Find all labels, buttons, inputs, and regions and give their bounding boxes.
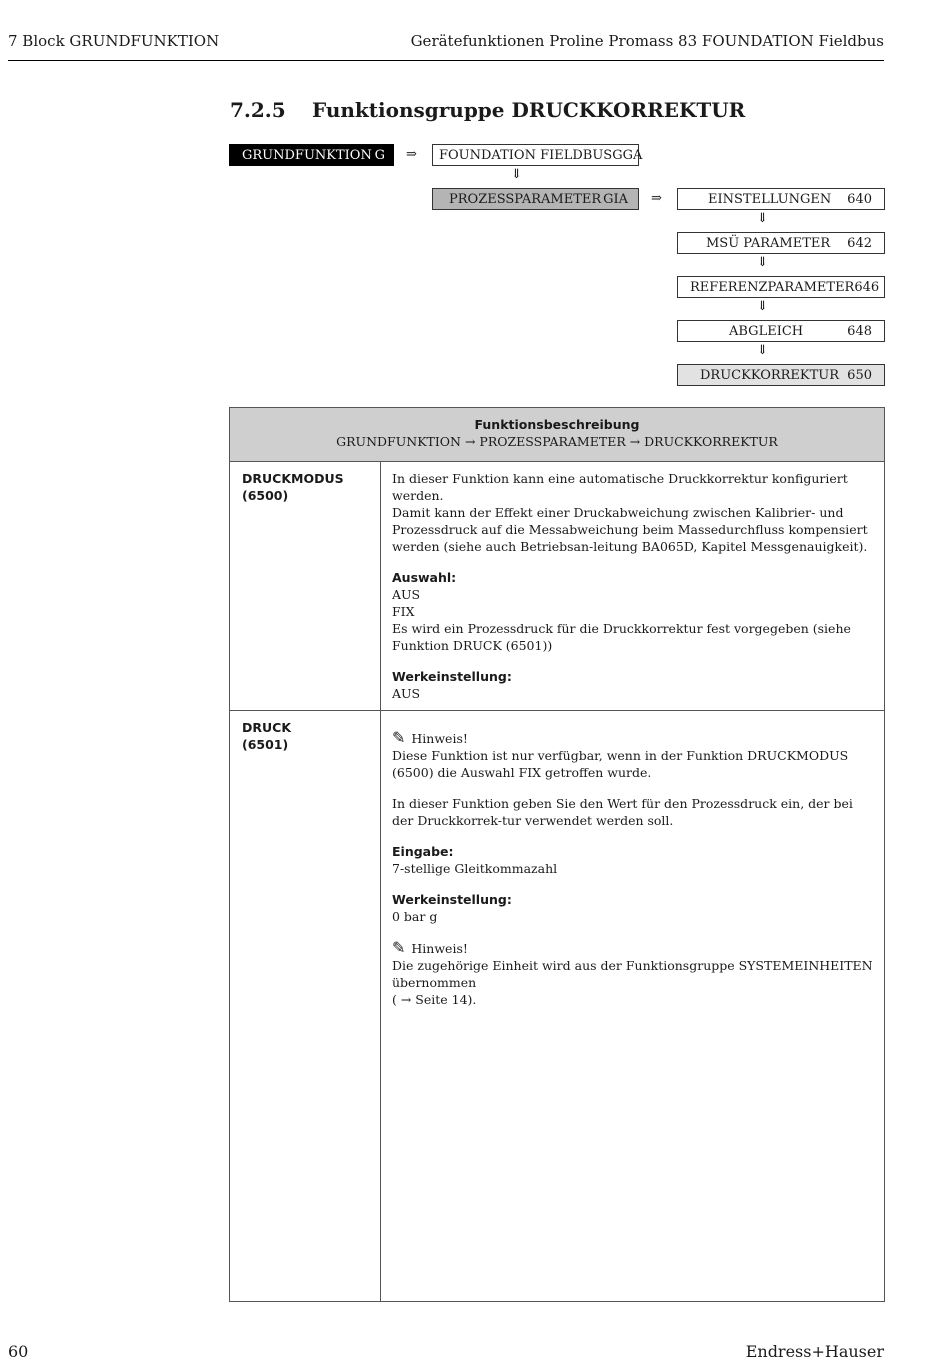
nav-item-name: MSÜ PARAMETER (706, 235, 831, 251)
nav-block-code: G (374, 147, 385, 163)
option-fix-description: Es wird ein Prozessdruck für die Druckkorrektur fest vorgegeben (siehe Funktion DRUCK (6501)) (392, 621, 851, 653)
auswahl-label: Auswahl: (392, 570, 457, 585)
section-title: Funktionsgruppe DRUCKKORREKTUR (312, 98, 746, 122)
nav-subgroup-name: PROZESSPARAMETER (449, 191, 602, 207)
arrow-right-icon: ⇒ (406, 147, 417, 162)
paragraph: Die zugehörige Einheit wird aus der Funktionsgruppe SYSTEMEINHEITEN übernommen (392, 958, 873, 990)
nav-item-code: 648 (847, 323, 872, 339)
function-code: (6501) (242, 737, 289, 752)
werkeinstellung-label: Werkeinstellung: (392, 669, 512, 684)
table-header-row (230, 408, 885, 462)
option-fix: FIX (392, 604, 415, 619)
nav-item-einstellungen (677, 188, 885, 210)
section-number: 7.2.5 (230, 98, 286, 122)
table-row (230, 711, 885, 1302)
function-description-table (229, 407, 885, 1302)
nav-group-code: GGA (612, 147, 643, 163)
function-text-druckmodus (381, 462, 885, 711)
paragraph: Diese Funktion ist nur verfügbar, wenn in der Funktion DRUCKMODUS (6500) die Auswahl FIX getroffen wurde. (392, 748, 849, 780)
werkeinstellung-value: AUS (392, 686, 421, 701)
arrow-down-icon: ⇓ (757, 211, 768, 226)
table-header-path: GRUNDFUNKTION → PROZESSPARAMETER → DRUCKKORREKTUR (336, 434, 778, 449)
nav-block-grundfunktion (229, 144, 394, 166)
page-number: 60 (8, 1342, 29, 1361)
nav-item-msue-parameter (677, 232, 885, 254)
option-aus: AUS (392, 587, 421, 602)
footer-brand: Endress+Hauser (745, 1342, 884, 1361)
paragraph: Damit kann der Effekt einer Druckabweichung zwischen Kalibrier- und Prozessdruck auf die Messabweichung beim Massedurchfluss kompensiert werden (siehe auch Betriebsan-leitung BA065D, Kapitel Messgenauigkeit). (392, 505, 868, 554)
nav-item-referenzparameter (677, 276, 885, 298)
paragraph: In dieser Funktion geben Sie den Wert für den Prozessdruck ein, der bei der Druckkorrek-tur verwendet werden soll. (392, 796, 853, 828)
table-row (230, 462, 885, 711)
pencil-note-icon: ✎ (392, 938, 406, 957)
nav-item-code: 642 (847, 235, 872, 251)
nav-item-name: ABGLEICH (729, 323, 804, 339)
arrow-down-icon: ⇓ (757, 255, 768, 270)
function-label-druck (230, 711, 381, 1302)
header-chapter: 7 Block GRUNDFUNKTION (8, 32, 220, 50)
nav-item-code: 650 (847, 367, 872, 383)
page-reference-link[interactable]: ( → Seite 14). (392, 992, 477, 1007)
nav-item-name: EINSTELLUNGEN (708, 191, 832, 207)
nav-item-abgleich (677, 320, 885, 342)
arrow-down-icon: ⇓ (757, 343, 768, 358)
table-header (230, 408, 885, 462)
nav-item-code: 640 (847, 191, 872, 207)
nav-block-name: GRUNDFUNKTION (242, 147, 372, 163)
nav-subgroup-code: GIA (603, 191, 628, 207)
arrow-down-icon: ⇓ (511, 167, 522, 182)
nav-group-foundation-fieldbus (432, 144, 643, 166)
header-document-title: Gerätefunktionen Proline Promass 83 FOUNDATION Fieldbus (410, 32, 884, 50)
eingabe-value: 7-stellige Gleitkommazahl (392, 861, 558, 876)
table-header-title: Funktionsbeschreibung (474, 417, 640, 432)
nav-subgroup-prozessparameter (432, 188, 639, 210)
paragraph: In dieser Funktion kann eine automatische Druckkorrektur konfiguriert werden. (392, 471, 848, 503)
arrow-down-icon: ⇓ (757, 299, 768, 314)
function-name: DRUCK (242, 720, 292, 735)
nav-item-druckkorrektur (677, 364, 885, 386)
nav-item-code: 646 (854, 279, 880, 295)
note-label: Hinweis! (411, 941, 468, 956)
werkeinstellung-label: Werkeinstellung: (392, 892, 512, 907)
nav-item-name: REFERENZPARAMETER (690, 279, 855, 295)
function-text-druck (381, 711, 885, 1302)
function-label-druckmodus (230, 462, 381, 711)
note-label: Hinweis! (411, 731, 468, 746)
nav-item-name: DRUCKKORREKTUR (700, 367, 840, 383)
arrow-right-icon: ⇒ (651, 191, 662, 206)
header-divider (8, 60, 884, 61)
function-name: DRUCKMODUS (242, 471, 344, 486)
pencil-note-icon: ✎ (392, 728, 406, 747)
note-heading (392, 729, 874, 747)
nav-group-name: FOUNDATION FIELDBUS (439, 147, 613, 163)
note-heading (392, 939, 874, 957)
eingabe-label: Eingabe: (392, 844, 454, 859)
function-code: (6500) (242, 488, 289, 503)
werkeinstellung-value: 0 bar g (392, 909, 438, 924)
